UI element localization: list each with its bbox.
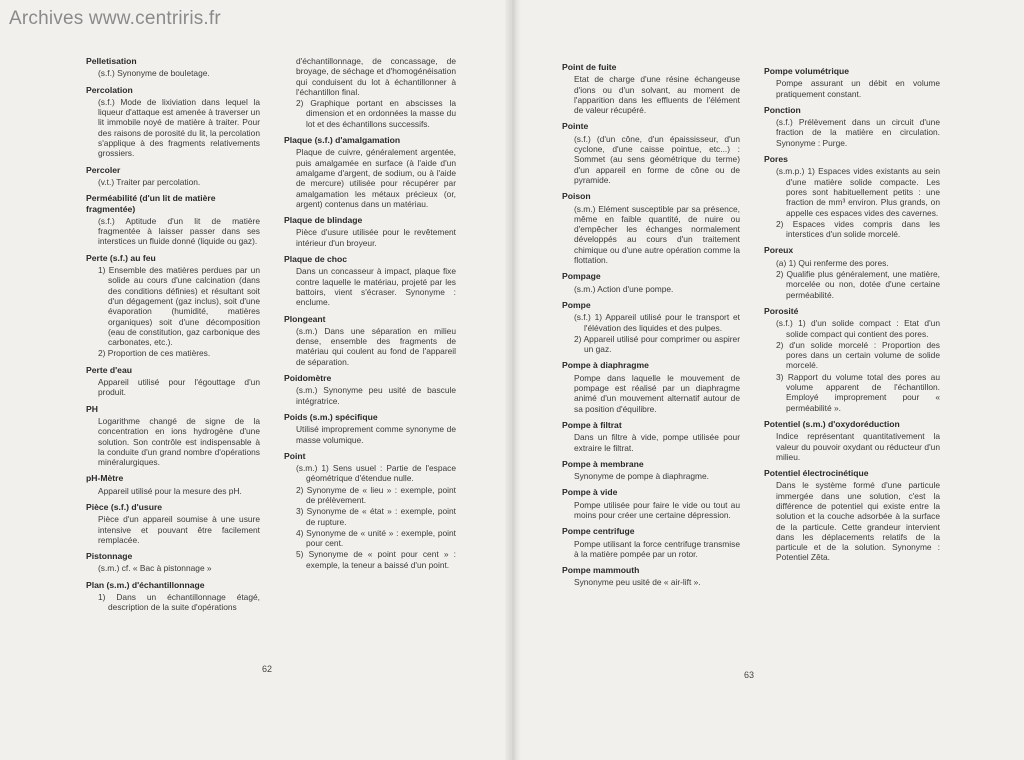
- entry-definition: (s.m.) Action d'une pompe.: [574, 283, 674, 294]
- dictionary-entry: [562, 300, 740, 354]
- dictionary-entry: [562, 360, 740, 413]
- entry-definition: (s.f.) Prélèvement dans un circuit d'une fraction de la matière en circulation. Synonyme : Purge.: [776, 117, 940, 148]
- entry-definition: Synonyme de pompe à diaphragme.: [574, 471, 710, 482]
- dictionary-entry: [562, 565, 740, 588]
- entry-sub-definition: (a) 1) Qui renferme des pores.: [776, 257, 889, 268]
- entry-term: Pompage: [562, 271, 601, 282]
- entry-sub-definition: 3) Synonyme de « état » : exemple, point de rupture.: [296, 506, 456, 527]
- entry-term: Potentiel électrocinétique: [764, 468, 869, 479]
- entry-term: Porosité: [764, 305, 799, 316]
- dictionary-entry: [562, 420, 740, 453]
- entry-definition: (s.m.) Synonyme peu usité de bascule intégratrice.: [296, 385, 456, 406]
- entry-term: Plaque (s.f.) d'amalgamation: [284, 135, 401, 146]
- entry-term: Percoler: [86, 164, 121, 175]
- entry-definition: Pompe assurant un débit en volume pratiquement constant.: [776, 78, 940, 99]
- entry-sub-definition: 2) Qualifie plus généralement, une matière, morcelée ou non, dotée d'une certaine perméabilité.: [776, 269, 940, 300]
- dictionary-entry: [562, 487, 740, 520]
- dictionary-entry: [86, 502, 260, 545]
- entry-term: Pompe: [562, 299, 591, 310]
- entry-term: Pompe à diaphragme: [562, 360, 649, 371]
- dictionary-entry: [284, 215, 456, 248]
- entry-term: Potentiel (s.m.) d'oxydoréduction: [764, 418, 900, 429]
- entry-term: Poidomètre: [284, 373, 332, 384]
- entry-definition: (s.m.) Dans une séparation en milieu dense, ensemble des fragments de matériau qui coulent au fond de l'appareil de séparation.: [296, 325, 456, 367]
- entry-sub-definition: 5) Synonyme de « point pour cent » : exemple, la teneur a baissé d'un point.: [296, 549, 456, 570]
- entry-definition: Plaque de cuivre, généralement argentée, puis amalgamée en surface (à l'aide d'un amalgame d'argent, de sodium, ou à l'aide de mercure) utilisée pour récupérer par amalgamation les métaux précieux (or, argent) contenus dans un matériau.: [296, 147, 456, 209]
- entry-definition: (s.f.) Aptitude d'un lit de matière fragmentée à laisser passer dans ses interstices un fluide donné (liquide ou gaz).: [98, 215, 260, 247]
- entry-sub-definition: 2) Appareil utilisé pour comprimer ou aspirer un gaz.: [574, 333, 740, 355]
- dictionary-entry: [86, 580, 260, 613]
- entry-term: Point de fuite: [562, 62, 617, 72]
- dictionary-entry: [562, 121, 740, 185]
- entry-term: Pompe mammouth: [562, 565, 640, 576]
- entry-sub-definition: 2) Graphique portant en abscisses la dimension et en ordonnées la masse du lot et des échantillons successifs.: [296, 98, 456, 129]
- entry-term: Plan (s.m.) d'échantillonnage: [86, 579, 205, 590]
- dictionary-entry: [284, 412, 456, 445]
- entry-definition: Appareil utilisé pour la mesure des pH.: [98, 485, 242, 496]
- dictionary-entry: [284, 451, 456, 570]
- dictionary-entry: [764, 245, 940, 299]
- right-page-column-1: [562, 62, 740, 594]
- watermark: Archives www.centriris.fr: [9, 8, 221, 29]
- dictionary-entry: [764, 154, 940, 239]
- entry-definition: Logarithme changé de signe de la concentration en ions hydrogène d'une solution. Son contrôle est indispensable à la conduite d'un grand nombre d'opérations minéralurgiques.: [98, 415, 260, 468]
- dictionary-entry: [562, 271, 740, 294]
- dictionary-entry: [86, 193, 260, 246]
- entry-term: Poreux: [764, 245, 794, 256]
- book-gutter: [505, 0, 521, 760]
- dictionary-entry: [284, 254, 456, 307]
- dictionary-entry: [562, 62, 740, 115]
- entry-term: Plongeant: [284, 313, 326, 324]
- entry-definition: Pièce d'usure utilisée pour le revêtement intérieur d'un broyeur.: [296, 227, 456, 248]
- entry-definition: Etat de charge d'une résine échangeuse d'ions ou d'un solvant, au moment de l'apparition dans les effluents de l'élément de valeur récupéré.: [574, 74, 740, 116]
- dictionary-entry: [764, 66, 940, 99]
- dictionary-entry: [562, 191, 740, 265]
- left-page-column-2: [284, 56, 456, 576]
- entry-term: Ponction: [764, 104, 801, 115]
- entry-term: Pompe à filtrat: [562, 419, 622, 430]
- entry-definition: (s.m.) cf. « Bac à pistonnage »: [98, 563, 212, 574]
- entry-definition: Appareil utilisé pour l'égouttage d'un produit.: [98, 377, 260, 398]
- dictionary-entry: [764, 105, 940, 148]
- entry-definition: Pompe dans laquelle le mouvement de pompage est réalisé par un diaphragme animé d'un mouvement alternatif autour de sa position d'équilibre.: [574, 372, 740, 414]
- dictionary-entry: [764, 419, 940, 462]
- dictionary-entry: [86, 365, 260, 398]
- entry-term: Pompe volumétrique: [764, 66, 849, 76]
- dictionary-entry: [562, 526, 740, 559]
- entry-definition: Indice représentant quantitativement la valeur du pouvoir oxydant ou réducteur d'un milieu.: [776, 431, 940, 462]
- entry-term: Plaque de choc: [284, 254, 348, 265]
- entry-definition: (s.f.) Mode de lixiviation dans lequel la liqueur d'attaque est amenée à traverser un lit immobile noyé de matière à traiter. Pour des raisons de porosité du lit, la percolation s'applique à des fragments relativements grossiers.: [98, 96, 260, 159]
- entry-term: PH: [86, 403, 98, 414]
- entry-sub-definition: (s.m.) 1) Sens usuel : Partie de l'espace géométrique d'étendue nulle.: [296, 463, 456, 484]
- entry-definition: Synonyme peu usité de « air-lift ».: [574, 577, 701, 588]
- dictionary-entry: [86, 165, 260, 188]
- entry-sub-definition: 2) Proportion de ces matières.: [98, 348, 211, 359]
- entry-sub-definition: 1) Dans un échantillonnage étagé, description de la suite d'opérations: [98, 592, 260, 613]
- entry-definition: Dans le système formé d'une particule immergée dans une solution, c'est la différence de potentiel qui existe entre la solution et la couche adsorbée à la surface de la particule. Cette grandeur intervient dans les déplacements relatifs de la particule et de la solution. Synonyme : Potentiel Zêta.: [776, 480, 940, 563]
- left-page-number: 62: [262, 664, 273, 674]
- entry-definition: d'échantillonnage, de concassage, de broyage, de séchage et d'homogénéisation qui conduisent du lot à échantillonner à l'échantillon final.: [296, 56, 456, 97]
- entry-definition: (s.f.) Synonyme de bouletage.: [98, 68, 210, 79]
- entry-term: pH-Mètre: [86, 473, 124, 484]
- left-page-column-1: [86, 56, 260, 619]
- entry-sub-definition: 4) Synonyme de « unité » : exemple, point pour cent.: [296, 527, 456, 549]
- entry-sub-definition: 2) Espaces vides compris dans les interstices d'un solide morcelé.: [776, 218, 940, 240]
- entry-sub-definition: 1) Ensemble des matières perdues par un solide au cours d'une calcination (dans des conditions définies) et résultant soit d'un dégagement (gaz inclus), soit d'une évaporation (humidité, matières organiques) soit d'une décomposition (eau de constitution, gaz carbonique des carbonates, etc.).: [98, 265, 260, 348]
- dictionary-entry: [86, 85, 260, 159]
- entry-term: Perte (s.f.) au feu: [86, 252, 156, 263]
- entry-term: Pompe à vide: [562, 487, 618, 498]
- entry-term: Point: [284, 450, 306, 461]
- entry-definition: Dans un filtre à vide, pompe utilisée pour extraire le filtrat.: [574, 432, 740, 453]
- entry-definition: Utilisé improprement comme synonyme de masse volumique.: [296, 424, 456, 445]
- right-page-number: 63: [744, 670, 755, 680]
- entry-term: Poids (s.m.) spécifique: [284, 411, 378, 422]
- entry-definition: (v.t.) Traiter par percolation.: [98, 176, 201, 187]
- dictionary-entry: [86, 253, 260, 359]
- entry-definition: Pompe utilisée pour faire le vide ou tout au moins pour créer une certaine dépression.: [574, 499, 740, 520]
- entry-sub-definition: (s.f.) 1) d'un solide compact : Etat d'un solide compact qui contient des pores.: [776, 318, 940, 339]
- entry-definition: (s.f.) (d'un cône, d'un épaississeur, d'un cyclone, d'une caisse pointue, etc...) : Sommet (au sens géométrique du terme) d'un appareil en forme de cône ou de pyramide.: [574, 133, 740, 185]
- entry-sub-definition: (s.m.p.) 1) Espaces vides existants au sein d'une matière solide compacte. Les pores sont habituellement petits : une fraction de mm³ environ. Plus grands, on appelle ces espaces vides des cavernes.: [776, 166, 940, 218]
- entry-sub-definition: 3) Rapport du volume total des pores au volume apparent de l'échantillon. Employé improprement pour « perméabilité ».: [776, 371, 940, 413]
- dictionary-entry: [86, 551, 260, 574]
- dictionary-entry: [86, 404, 260, 468]
- entry-sub-definition: 2) d'un solide morcelé : Proportion des pores dans un certain volume de solide morcelé.: [776, 339, 940, 371]
- dictionary-entry: [764, 306, 940, 413]
- entry-term: Pores: [764, 154, 788, 165]
- entry-term: Pompe à membrane: [562, 458, 644, 469]
- entry-definition: Dans un concasseur à impact, plaque fixe contre laquelle le matériau, projeté par les battoirs, vient s'écraser. Synonyme : enclume.: [296, 266, 456, 308]
- entry-term: Perméabilité (d'un lit de matière fragmentée): [86, 193, 216, 214]
- entry-term: Perte d'eau: [86, 364, 132, 375]
- entry-term: Poison: [562, 191, 591, 202]
- dictionary-entry: [562, 459, 740, 482]
- dictionary-entry: [284, 135, 456, 209]
- dictionary-entry: [86, 473, 260, 496]
- entry-term: Pièce (s.f.) d'usure: [86, 501, 163, 512]
- entry-definition: (s.m.) Elément susceptible par sa présence, même en faible quantité, de nuire ou d'empêcher les échanges normalement développés au cours d'un traitement chimique ou d'une autre opération comme la flottation.: [574, 203, 740, 266]
- entry-term: Percolation: [86, 84, 133, 95]
- entry-sub-definition: 2) Synonyme de « lieu » : exemple, point de prélèvement.: [296, 484, 456, 505]
- entry-term: Pistonnage: [86, 551, 133, 562]
- dictionary-entry: [284, 373, 456, 406]
- dictionary-entry: [764, 468, 940, 563]
- dictionary-entry: [284, 314, 456, 367]
- entry-sub-definition: (s.f.) 1) Appareil utilisé pour le transport et l'élévation des liquides et des pulpes.: [574, 312, 740, 333]
- entry-definition: Pièce d'un appareil soumise à une usure intensive et pouvant être facilement remplacée.: [98, 514, 260, 545]
- dictionary-entry: [284, 56, 456, 129]
- dictionary-entry: [86, 56, 260, 79]
- entry-definition: Pompe utilisant la force centrifuge transmise à la matière pompée par un rotor.: [574, 538, 740, 559]
- entry-term: Plaque de blindage: [284, 215, 363, 226]
- entry-term: Pompe centrifuge: [562, 526, 635, 537]
- right-page-column-2: [764, 66, 940, 569]
- entry-term: Pelletisation: [86, 56, 137, 66]
- entry-term: Pointe: [562, 121, 589, 132]
